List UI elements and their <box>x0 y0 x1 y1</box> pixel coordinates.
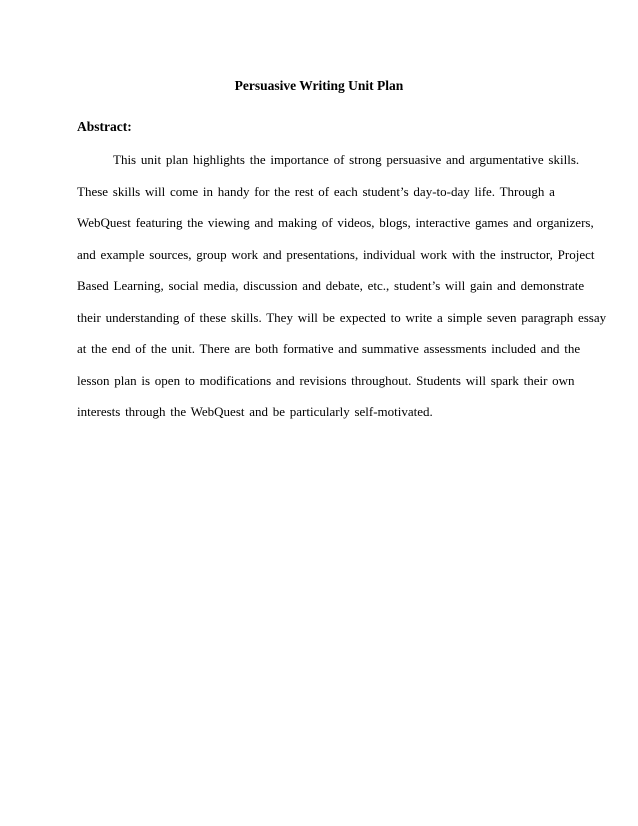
paragraph-line: their understanding of these skills. They will be expected to write a simple seven paragraph essay <box>77 309 607 325</box>
paragraph-line: This unit plan highlights the importance of strong persuasive and argumentative skills. <box>113 152 580 167</box>
paragraph-line: Based Learning, social media, discussion and debate, etc., student’s will gain and demonstrate <box>77 278 585 293</box>
paragraph-line: WebQuest featuring the viewing and making of videos, blogs, interactive games and organizers, <box>77 215 594 230</box>
paragraph-line: These skills will come in handy for the rest of each student’s day-to-day life. Through a <box>77 183 555 199</box>
abstract-paragraph <box>77 150 607 434</box>
paragraph-line: at the end of the unit. There are both formative and summative assessments included and the <box>77 341 581 356</box>
paragraph-line: and example sources, group work and presentations, individual work with the instructor, Project <box>77 246 595 262</box>
paragraph-line: lesson plan is open to modifications and revisions throughout. Students will spark their own <box>77 372 575 388</box>
paragraph-line: interests through the WebQuest and be particularly self-motivated. <box>77 404 433 419</box>
abstract-heading: Abstract: <box>77 119 132 134</box>
document-title: Persuasive Writing Unit Plan <box>234 78 404 93</box>
